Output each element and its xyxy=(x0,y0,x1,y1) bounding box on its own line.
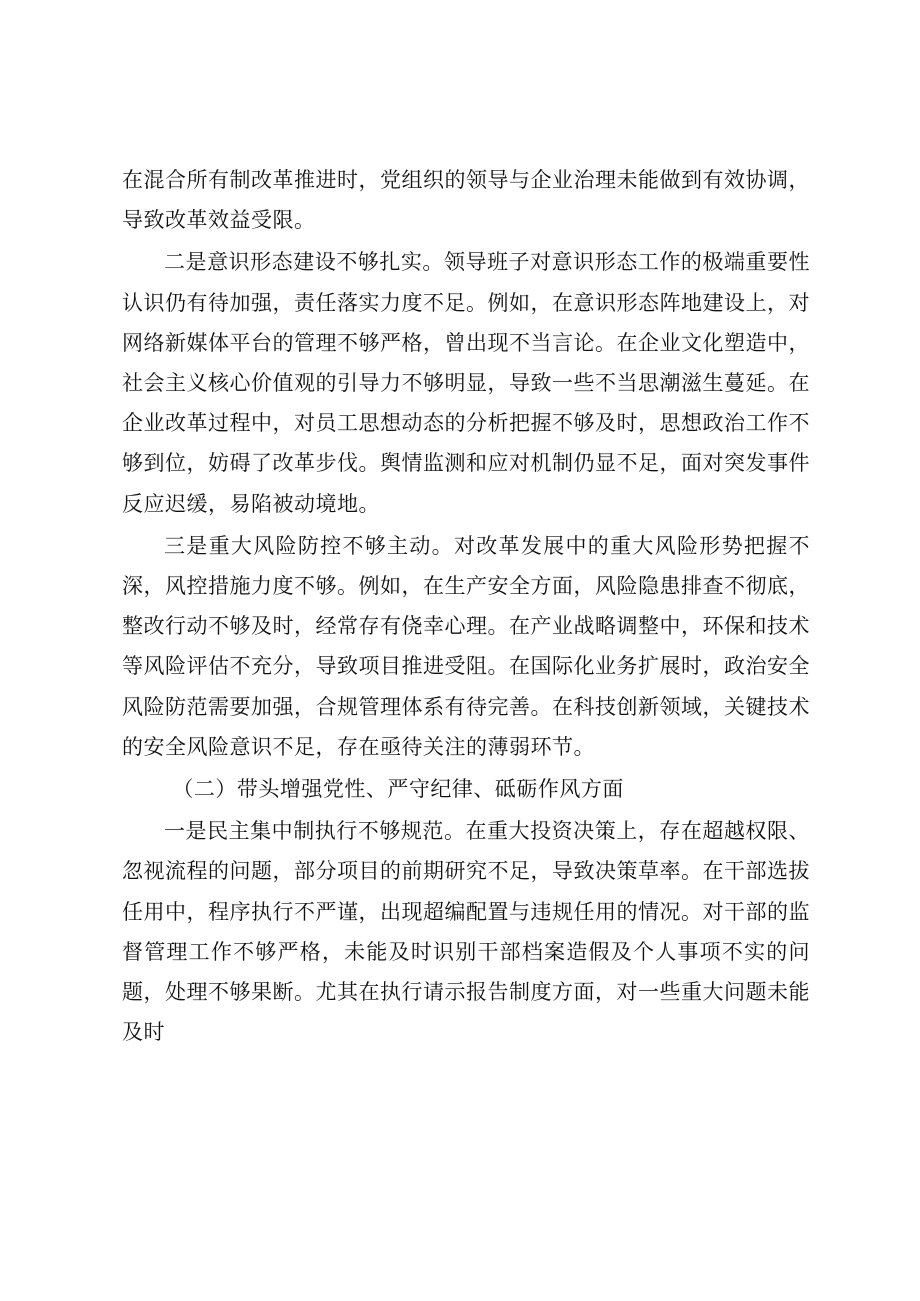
document-body xyxy=(122,160,810,1054)
paragraph-risk-control: 三是重大风险防控不够主动。对改革发展中的重大风险形势把握不深，风控措施力度不够。例如，在生产安全方面，风险隐患排查不彻底，整改行动不够及时，经常存有侥幸心理。在产业战略调整中，环保和技术等风险评估不充分，导致项目推进受阻。在国际化业务扩展时，政治安全风险防范需要加强，合规管理体系有待完善。在科技创新领域，关键技术的安全风险意识不足，存在亟待关注的薄弱环节。 xyxy=(122,533,810,759)
paragraph-democratic-centralism: 一是民主集中制执行不够规范。在重大投资决策上，存在超越权限、忽视流程的问题，部分项目的前期研究不足，导致决策草率。在干部选拔任用中，程序执行不严谨，出现超编配置与违规任用的情况。对干部的监督管理工作不够严格，未能及时识别干部档案造假及个人事项不实的问题，处理不够果断。尤其在执行请示报告制度方面，对一些重大问题未能及时 xyxy=(122,819,810,1045)
paragraph-ideology: 二是意识形态建设不够扎实。领导班子对意识形态工作的极端重要性认识仍有待加强，责任落实力度不足。例如，在意识形态阵地建设上，对网络新媒体平台的管理不够严格，曾出现不当言论。在企业文化塑造中，社会主义核心价值观的引导力不够明显，导致一些不当思潮滋生蔓延。在企业改革过程中，对员工思想动态的分析把握不够及时，思想政治工作不够到位，妨碍了改革步伐。舆情监测和应对机制仍显不足，面对突发事件反应迟缓，易陷被动境地。 xyxy=(122,250,810,516)
section-heading: （二）带头增强党性、严守纪律、砥砺作风方面 xyxy=(172,777,624,802)
paragraph-continuation: 在混合所有制改革推进时，党组织的领导与企业治理未能做到有效协调，导致改革效益受限。 xyxy=(122,168,810,233)
